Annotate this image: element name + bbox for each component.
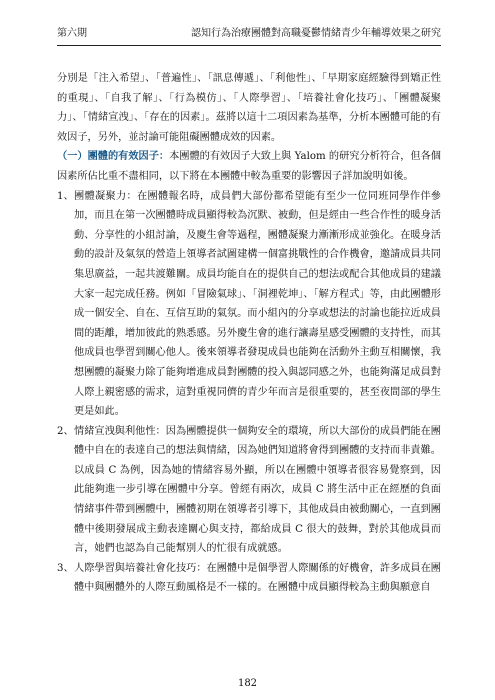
header-rule (57, 45, 441, 46)
list-item-number: 1、 (57, 190, 74, 202)
section-paragraph (57, 147, 441, 186)
list-item-1 (57, 187, 441, 422)
section-heading-text: 本團體的有效因子大致上與 Yalom 的研究分析符合，但各個因素所佔比重不盡相同，以下將在本團體中較為重要的影響因子詳加說明如後。 (57, 151, 441, 182)
header-chapter: 第六期 (57, 28, 87, 39)
header-title: 認知行為治療團體對高職憂鬱情緒青少年輔導效果之研究 (191, 28, 441, 39)
list-item-2 (57, 422, 441, 559)
body-text (57, 69, 441, 598)
page-number: 182 (237, 678, 258, 689)
list-item-text: 情緒宣洩與利他性：因為團體提供一個夠安全的環境，所以大部份的成員們能在團體中自在的表達自己的想法與情緒，因為她們知道將會得到團體的支持而非責難。以成員 C 為例，因為她的情緒容易外顯，所以在團體中領導者很容易覺察到，因此能夠進一步引導在團體中分享。曾經有兩次，成員 C 將生活中正在經歷的負面情緒事件帶到團體中，團體初期在領導者引導下，其他成員由被動關心，一直到團體中後期發展成主動表達關心與支持，都給成員 C 很大的鼓舞，對於其他成員而言，她們也認為自己能幫別人的忙很有成就感。 (74, 425, 441, 555)
list-item-3 (57, 559, 441, 598)
list-item-number: 2、 (57, 425, 74, 437)
running-header (57, 27, 441, 43)
intro-paragraph: 分別是「注入希望」、「普遍性」、「訊息傳遞」、「利他性」、「早期家庭經驗得到矯正性的重現」、「自我了解」、「行為模仿」、「人際學習」、「培養社會化技巧」、「團體凝聚力」、「情緒宣洩」、「存在的因素」。茲將以這十二項因素為基準，分析本團體可能的有效因子，另外，並討論可能阻礙團體成效的因素。 (57, 73, 441, 143)
list-item-text: 團體凝聚力：在團體報名時，成員們大部份都希望能有至少一位同班同學作伴參加，而且在第一次團體時成員顯得較為沉默、被動，但是經由一些合作性的暖身活動、分享性的小組討論，及慶生會等過程，團體凝聚力漸漸形成並強化。在暖身活動的設計及氣氛的營造上領導者試圖建構一個富挑戰性的合作機會，邀請成員共同集思廣益，一起共渡難關。成員均能自在的提供自己的想法或配合其他成員的建議大家一起完成任務。例如「冒險氣球」、「洞裡乾坤」、「解方程式」等，由此團體形成一個安全、自在、互信互助的氣氛。而小組內的分享或想法的討論也能拉近成員間的距離，增加彼此的熟悉感。另外慶生會的進行讓壽星感受團體的支持性，而其他成員也學習到關心他人。後來領導者發現成員也能夠在活動外主動互相關懷，我想團體的凝聚力除了能夠增進成員對團體的投入與認同感之外，也能夠滿足成員對人際上親密感的需求，這對重視同儕的青少年而言是很重要的，甚至夜間部的學生更是如此。 (74, 190, 441, 418)
list-item-number: 3、 (57, 562, 74, 574)
list-item-text: 人際學習與培養社會化技巧：在團體中是個學習人際關係的好機會，許多成員在團體中與團體外的人際互動風格是不一樣的。在團體中成員顯得較為主動與願意自 (74, 562, 441, 594)
section-heading-label: （一）團體的有效因子： (57, 150, 170, 163)
